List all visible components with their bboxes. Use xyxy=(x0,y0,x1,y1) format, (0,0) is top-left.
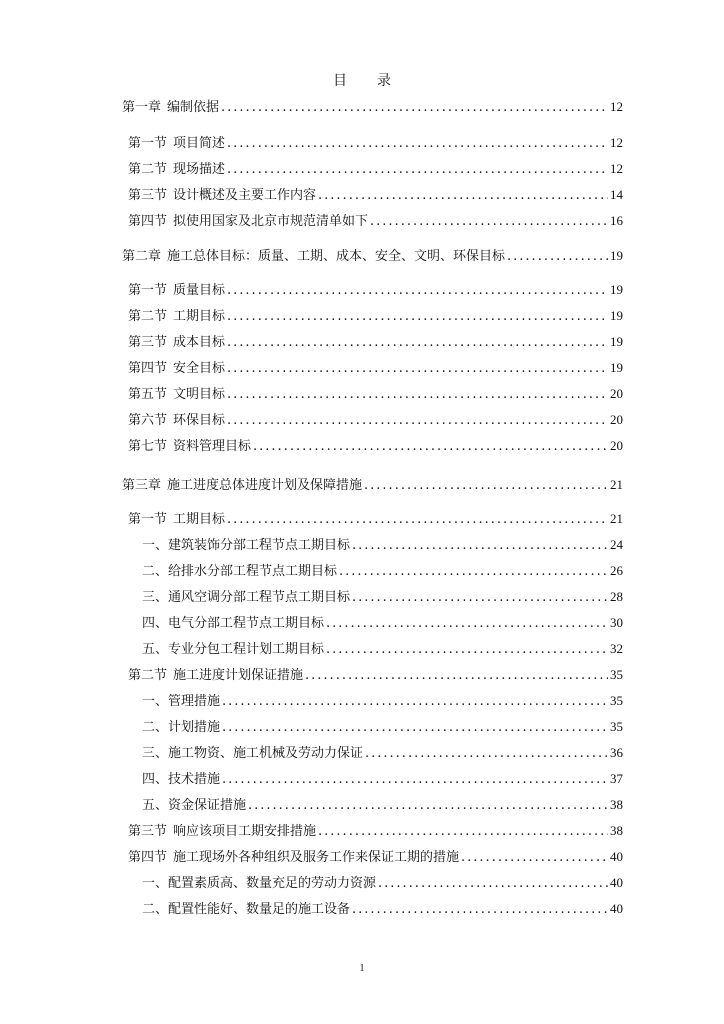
toc-entry[interactable] xyxy=(128,846,623,868)
toc-entry-text: 二、计划措施 xyxy=(142,720,221,735)
toc-entry-page: 19 xyxy=(610,360,623,375)
toc-entry[interactable] xyxy=(128,409,623,431)
toc-leader-dots xyxy=(370,211,608,233)
toc-entry-number: 第四节 xyxy=(128,850,168,865)
toc-entry-text: 三、施工物资、施工机械及劳动力保证 xyxy=(142,746,364,761)
toc-entry[interactable] xyxy=(142,612,623,634)
toc-entry-page: 26 xyxy=(610,563,623,578)
toc-entry-text: 二、给排水分部工程节点工期目标 xyxy=(142,564,338,579)
toc-entry-label xyxy=(142,639,324,661)
toc-entry-text: 质量目标 xyxy=(173,283,226,298)
toc-entry[interactable] xyxy=(142,872,623,894)
toc-leader-dots xyxy=(253,436,608,458)
toc-entry[interactable] xyxy=(122,245,623,267)
toc-entry[interactable] xyxy=(142,742,623,764)
toc-entry-label xyxy=(142,769,220,791)
toc-entry-text: 一、配置素质高、数量充足的劳动力资源 xyxy=(142,876,377,891)
toc-leader-dots xyxy=(352,535,608,557)
toc-entry[interactable] xyxy=(128,664,623,686)
toc-entry-text: 安全目标 xyxy=(173,361,226,376)
toc-entry-text: 响应该项目工期安排措施 xyxy=(173,824,317,839)
toc-leader-dots xyxy=(248,795,608,817)
toc-entry-label xyxy=(128,358,225,380)
toc-entry-label xyxy=(142,717,220,739)
toc-entry-label xyxy=(142,795,246,817)
toc-leader-dots xyxy=(227,332,608,354)
toc-entry-text: 四、技术措施 xyxy=(142,772,221,787)
toc-leader-dots xyxy=(507,246,608,268)
toc-entry-text: 施工总体目标：质量、工期、成本、安全、文明、环保目标 xyxy=(167,249,506,264)
toc-entry-page: 19 xyxy=(610,334,623,349)
toc-entry-label xyxy=(122,97,219,119)
toc-title xyxy=(0,70,724,90)
toc-entry-label xyxy=(128,509,225,531)
toc-entry-page: 19 xyxy=(610,248,623,263)
toc-leader-dots xyxy=(339,561,608,583)
toc-leader-dots xyxy=(305,665,608,687)
toc-entry-text: 二、配置性能好、数量足的施工设备 xyxy=(142,902,351,917)
toc-entry-page: 12 xyxy=(610,135,623,150)
toc-leader-dots xyxy=(227,410,608,432)
toc-leader-dots xyxy=(365,743,608,765)
toc-entry[interactable] xyxy=(128,210,623,232)
toc-entry-label xyxy=(142,899,350,921)
toc-leader-dots xyxy=(227,384,608,406)
toc-entry-page: 20 xyxy=(610,386,623,401)
toc-entry-label xyxy=(128,133,225,155)
toc-entry-page: 37 xyxy=(610,771,623,786)
toc-entry-page: 14 xyxy=(610,187,623,202)
toc-entry-text: 五、资金保证措施 xyxy=(142,798,247,813)
toc-entry[interactable] xyxy=(128,305,623,327)
toc-leader-dots xyxy=(227,509,608,531)
toc-entry-label xyxy=(142,613,324,635)
toc-leader-dots xyxy=(364,475,608,497)
toc-entry-page: 40 xyxy=(610,901,623,916)
toc-leader-dots xyxy=(227,280,608,302)
toc-entry-label xyxy=(142,535,350,557)
toc-entry-page: 40 xyxy=(610,875,623,890)
toc-entry-number: 第一节 xyxy=(128,512,168,527)
toc-entry-text: 施工进度总体进度计划及保障措施 xyxy=(167,478,363,493)
toc-entry-page: 38 xyxy=(610,823,623,838)
toc-entry-text: 四、电气分部工程节点工期目标 xyxy=(142,616,325,631)
toc-leader-dots xyxy=(326,639,608,661)
toc-entry-text: 资料管理目标 xyxy=(173,439,252,454)
toc-entry-text: 一、建筑装饰分部工程节点工期目标 xyxy=(142,538,351,553)
toc-entry-number: 第一章 xyxy=(122,100,162,115)
toc-entry-number: 第一节 xyxy=(128,136,168,151)
toc-leader-dots xyxy=(461,847,608,869)
toc-entry[interactable] xyxy=(122,96,623,118)
toc-entry[interactable] xyxy=(128,184,623,206)
toc-entry-label xyxy=(128,821,316,843)
toc-entry-page: 35 xyxy=(610,667,623,682)
toc-entry-page: 21 xyxy=(610,477,623,492)
toc-entry-page: 35 xyxy=(610,693,623,708)
toc-entry[interactable] xyxy=(142,638,623,660)
toc-entry[interactable] xyxy=(128,331,623,353)
toc-entry-text: 拟使用国家及北京市规范清单如下 xyxy=(173,214,369,229)
toc-leader-dots xyxy=(222,769,608,791)
toc-entry-number: 第七节 xyxy=(128,439,168,454)
toc-entry[interactable] xyxy=(128,435,623,457)
toc-entry-label xyxy=(128,306,225,328)
toc-entry-label xyxy=(128,185,316,207)
toc-leader-dots xyxy=(221,97,608,119)
toc-entry[interactable] xyxy=(142,560,623,582)
toc-entry-text: 成本目标 xyxy=(173,335,226,350)
toc-leader-dots xyxy=(227,306,608,328)
toc-entry-page: 38 xyxy=(610,797,623,812)
toc-leader-dots xyxy=(326,613,608,635)
toc-entry[interactable] xyxy=(142,690,623,712)
toc-entry[interactable] xyxy=(128,132,623,154)
toc-entry-page: 36 xyxy=(610,745,623,760)
toc-entry-label xyxy=(128,410,225,432)
toc-entry[interactable] xyxy=(122,474,623,496)
toc-entry-text: 项目简述 xyxy=(173,136,226,151)
toc-entry-number: 第六节 xyxy=(128,413,168,428)
toc-entry[interactable] xyxy=(128,158,623,180)
toc-entry-page: 19 xyxy=(610,308,623,323)
toc-entry-number: 第三节 xyxy=(128,335,168,350)
toc-entry-number: 第三节 xyxy=(128,188,168,203)
toc-entry-text: 施工现场外各种组织及服务工作来保证工期的措施 xyxy=(173,850,460,865)
toc-entry-text: 工期目标 xyxy=(173,512,226,527)
toc-entry-label xyxy=(122,475,362,497)
toc-entry[interactable] xyxy=(142,898,623,920)
toc-entry-page: 20 xyxy=(610,412,623,427)
toc-title-char-2: 录 xyxy=(377,73,391,89)
toc-leader-dots xyxy=(227,358,608,380)
toc-entry-number: 第二节 xyxy=(128,309,168,324)
toc-entry[interactable] xyxy=(128,383,623,405)
toc-entry-text: 施工进度计划保证措施 xyxy=(173,668,304,683)
toc-entry-page: 30 xyxy=(610,615,623,630)
toc-entry-page: 19 xyxy=(610,282,623,297)
toc-entry-text: 工期目标 xyxy=(173,309,226,324)
toc-entry-label xyxy=(128,332,225,354)
toc-entry-label xyxy=(128,665,303,687)
toc-entry-page: 12 xyxy=(610,99,623,114)
toc-entry-page: 28 xyxy=(610,589,623,604)
toc-leader-dots xyxy=(318,821,608,843)
toc-title-char-1: 目 xyxy=(333,73,347,89)
toc-entry[interactable] xyxy=(128,820,623,842)
toc-entry[interactable] xyxy=(128,508,623,530)
toc-entry[interactable] xyxy=(128,279,623,301)
toc-entry-label xyxy=(142,743,363,765)
toc-entry-page: 16 xyxy=(610,213,623,228)
toc-entry-page: 24 xyxy=(610,537,623,552)
toc-entry-number: 第二节 xyxy=(128,162,168,177)
toc-leader-dots xyxy=(352,899,608,921)
toc-entry-page: 12 xyxy=(610,161,623,176)
toc-entry-label xyxy=(142,873,376,895)
toc-entry-text: 三、通风空调分部工程节点工期目标 xyxy=(142,590,351,605)
toc-entry-label xyxy=(128,159,225,181)
toc-entry-text: 一、管理措施 xyxy=(142,694,221,709)
toc-entry-label xyxy=(128,280,225,302)
toc-leader-dots xyxy=(378,873,608,895)
toc-entry-number: 第四节 xyxy=(128,361,168,376)
toc-leader-dots xyxy=(227,159,608,181)
toc-entry-text: 编制依据 xyxy=(167,100,220,115)
toc-entry[interactable] xyxy=(142,716,623,738)
toc-entry-label xyxy=(142,691,220,713)
toc-entry[interactable] xyxy=(142,534,623,556)
toc-entry-text: 现场描述 xyxy=(173,162,226,177)
toc-entry[interactable] xyxy=(142,768,623,790)
toc-entry-label xyxy=(122,246,505,268)
toc-entry-page: 32 xyxy=(610,641,623,656)
toc-entry-page: 21 xyxy=(610,511,623,526)
toc-entry-label xyxy=(128,847,459,869)
page-number: 1 xyxy=(359,963,365,974)
toc-entry-number: 第二节 xyxy=(128,668,168,683)
toc-entry-label xyxy=(142,561,337,583)
toc-entry[interactable] xyxy=(128,357,623,379)
toc-entry-page: 35 xyxy=(610,719,623,734)
toc-entry-text: 环保目标 xyxy=(173,413,226,428)
toc-entry-text: 设计概述及主要工作内容 xyxy=(173,188,317,203)
toc-entry-page: 20 xyxy=(610,438,623,453)
toc-entry-number: 第二章 xyxy=(122,249,162,264)
toc-entry-label xyxy=(128,211,368,233)
toc-entry[interactable] xyxy=(142,586,623,608)
toc-entry[interactable] xyxy=(142,794,623,816)
toc-entry-number: 第四节 xyxy=(128,214,168,229)
toc-entry-number: 第三章 xyxy=(122,478,162,493)
toc-leader-dots xyxy=(352,587,608,609)
toc-entry-label xyxy=(128,384,225,406)
toc-leader-dots xyxy=(222,691,608,713)
toc-leader-dots xyxy=(222,717,608,739)
toc-entry-label xyxy=(128,436,251,458)
toc-entry-label xyxy=(142,587,350,609)
toc-entry-text: 文明目标 xyxy=(173,387,226,402)
toc-leader-dots xyxy=(227,133,608,155)
toc-leader-dots xyxy=(318,185,608,207)
toc-entry-number: 第一节 xyxy=(128,283,168,298)
toc-entry-number: 第五节 xyxy=(128,387,168,402)
toc-entry-number: 第三节 xyxy=(128,824,168,839)
toc-entry-page: 40 xyxy=(610,849,623,864)
toc-entry-text: 五、专业分包工程计划工期目标 xyxy=(142,642,325,657)
